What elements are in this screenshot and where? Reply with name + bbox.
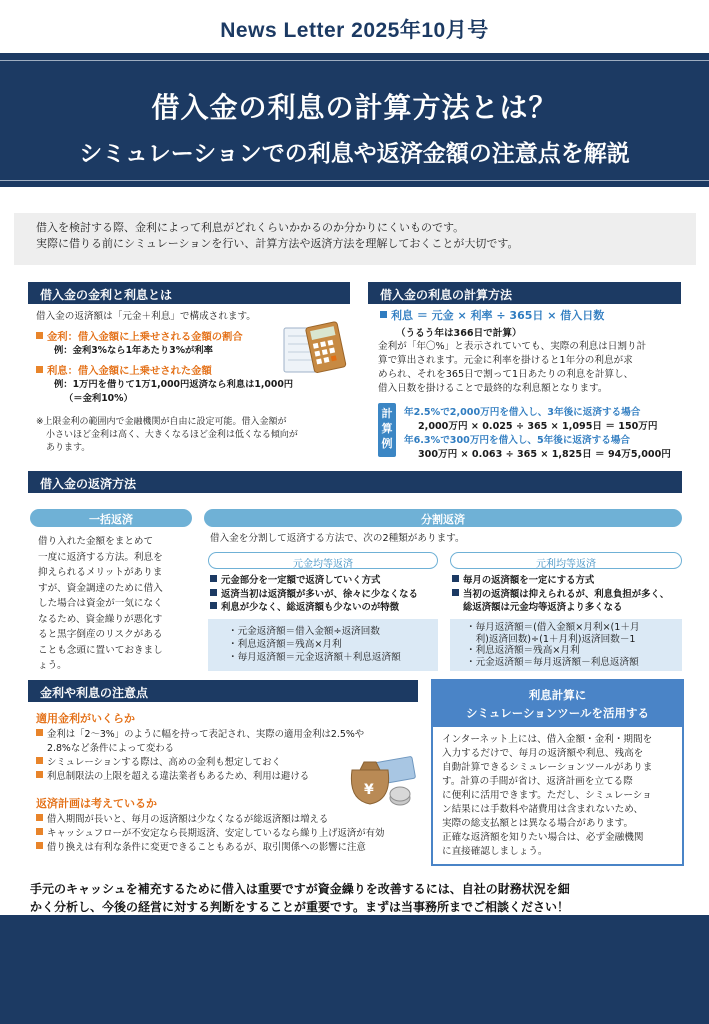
installment-lead: 借入金を分割して返済する方法で、次の2種類があります。 [210,533,465,544]
bullet-square-icon [36,828,43,835]
rate-note-line: あります。 [46,443,91,453]
lump-line: 一度に返済する方法。利息を [38,551,163,563]
caution-sub-heading-1: 適用金利がいくらか [36,712,135,725]
calc-formula-text: 利息 ＝ 元金 × 利率 ÷ 365日 × 借入日数 [391,309,605,322]
caution-point: 利息制限法の上限を超える違法業者もあるため、利用は避ける [47,771,310,782]
calc-example-title: 年2.5%で2,000万円を借入し、3年後に返済する場合 [404,407,641,418]
closing-line: 手元のキャッシュを補充するために借入は重要ですが資金繰りを改善するには、自社の財務状況を細 [30,882,570,896]
calc-desc-line: 借入日数を掛けることで最終的な利息額となります。 [378,383,608,394]
level-payment-formula: ・元金返済額＝毎月返済額－利息返済額 [466,656,639,668]
intro-line: 実際に借りる前にシミュレーションを行い、計算方法や返済方法を理解しておくことが大切です。 [36,237,519,250]
hero-subtitle: シミュレーションでの利息や返済金額の注意点を解説 [79,141,630,167]
bullet-square-icon [36,332,43,339]
bullet-square-icon [210,589,217,596]
rate-note-line: 小さいほど金利は高く、大きくなるほど金利は低くなる傾向が [46,430,298,440]
level-payment-formulas [450,619,682,671]
section-heading-rate: 借入金の金利と利息とは [28,282,350,304]
caution-point: 2.8%など条件によって変わる [47,743,174,754]
rate-lead: 借入金の返済額は「元金＋利息」で構成されます。 [36,311,256,322]
bullet-square-icon [380,311,387,318]
lump-line: ことも念頭に置いておきまし [38,644,163,656]
caution-point: 借入期間が長いと、毎月の返済額は少なくなるが総返済額は増える [47,814,329,825]
lump-sum-label: 一括返済 [30,509,192,527]
level-payment-point: 当初の返済額は抑えられるが、利息負担が多く、 [463,588,670,600]
principal-equal-point: 利息が少なく、総返済額も少ないのが特徴 [221,602,399,613]
lump-line: すが、資金調達のために借入 [38,582,163,594]
tool-heading-line: シミュレーションツールを活用する [465,706,650,720]
rate-note-line: ※上限金利の範囲内で金融機関が自由に設定可能。借入金額が [36,417,287,427]
tool-line: に直接確認しましょう。 [442,846,548,857]
lump-sum-description [38,534,198,674]
principal-equal-formula: ・毎月返済額＝元金返済額＋利息返済額 [228,652,401,663]
interest-item-title: 利息：借入金額に上乗せされた金額 [47,365,212,377]
tool-line: 正確な返済額を知りたい場合は、必ず金融機関 [442,832,644,843]
rate-item-example: 例：金利3%なら1年あたり3%が利率 [54,345,213,356]
principal-equal-point: 元金部分を一定額で返済していく方式 [221,575,381,586]
bullet-square-icon [36,366,43,373]
interest-item-example-2: （＝金利10%） [64,393,133,404]
calc-formula [380,308,680,323]
hero-rule-top [0,60,709,61]
tool-line: ン結果には手数料や諸費用は含まれないため、 [442,804,644,815]
lump-line: した場合は資金が一気になく [38,598,163,609]
caution-point: 借り換えは有利な条件に変更できることもあるが、取引関係への影響に注意 [47,842,366,853]
calc-desc-line: 金利が「年〇%」と表示されていても、実際の利息は日割り計 [378,341,647,352]
intro-line: 借入を検討する際、金利によって利息がどれくらいかかるのか分かりにくいものです。 [36,221,465,234]
level-payment-point: 総返済額は元金均等返済より多くなる [463,602,623,613]
interest-item-example: 例：1万円を借りて1万1,000円返済なら利息は1,000円 [54,379,294,390]
tool-heading-line: 利息計算に [528,688,587,702]
section-heading-repay: 借入金の返済方法 [28,471,682,493]
bullet-square-icon [210,575,217,582]
calc-leap-note: （うるう年は366日で計算） [396,328,522,339]
tool-line: インターネット上には、借入金額・金利・期間を [442,734,653,745]
simulation-tool-body [442,733,676,859]
lump-line: 抑えられるメリットがありま [38,567,163,578]
tool-line: に便利に活用できます。ただし、シミュレーショ [442,790,652,801]
rate-item-title: 金利：借入金額に上乗せされる金額の割合 [47,331,243,343]
principal-equal-label: 元金均等返済 [208,552,438,569]
calc-example-tag: 計算例 [378,403,396,457]
section-heading-caution: 金利や利息の注意点 [28,680,418,702]
level-payment-point: 毎月の返済額を一定にする方式 [463,575,595,586]
money-bag-icon [342,748,418,810]
principal-equal-point: 返済当初は返済額が多いが、徐々に少なくなる [221,588,418,600]
bullet-square-icon [36,729,43,736]
bullet-square-icon [452,575,459,582]
calc-example-result: 2,000万円 × 0.025 ÷ 365 × 1,095日 ＝ 150万円 [418,421,658,432]
simulation-tool-box [431,679,684,866]
bullet-square-icon [36,757,43,764]
level-payment-formula: 利)返済回数)÷(1＋月利)返済回数－1 [466,633,636,645]
hero-rule-bottom [0,180,709,181]
svg-text:¥: ¥ [364,782,374,798]
caution-point: 金利は「2～3%」のように幅を持って表記され、実際の適用金利は2.5%や [47,729,365,740]
lump-line: なるため、資金繰りが悪化す [38,613,163,625]
level-payment-formula: ・利息返済額＝残高×月利 [466,645,580,656]
level-payment-points [452,574,684,615]
principal-equal-formulas [208,619,438,671]
lump-line: 借り入れた金額をまとめて [38,536,154,547]
tool-line: 実際の総支払額とは異なる場合があります。 [442,818,634,829]
bullet-square-icon [36,842,43,849]
calc-examples [404,406,686,462]
lump-line: ょう。 [38,660,67,671]
level-payment-label: 元利均等返済 [450,552,682,569]
bullet-square-icon [36,814,43,821]
caution-point: シミュレーションする際は、高めの金利も想定しておく [47,757,281,768]
calc-desc-line: められ、それを365日で割って1日あたりの利息を計算し、 [378,369,634,380]
calc-desc-line: 算で算出されます。元金に利率を掛けると1年分の利息が求 [378,355,633,366]
footer-band [0,915,709,1024]
intro-box [14,213,696,265]
caution-points-2 [36,813,426,855]
hero-title: 借入金の利息の計算方法とは？ [151,91,558,124]
rate-item-1 [36,330,286,358]
principal-equal-points [210,574,450,615]
calc-example-title: 年6.3%で300万円を借入し、5年後に返済する場合 [404,435,630,446]
bullet-square-icon [36,771,43,778]
calc-example-result: 300万円 × 0.063 ÷ 365 × 1,825日 ＝ 94万5,000円 [418,449,671,460]
level-payment-formula: ・毎月返済額＝(借入金額×月利×(1＋月 [466,622,640,633]
rate-note [36,416,356,455]
tool-line: 入力するだけで、毎月の返済額や利息、残高を [442,748,644,759]
section-heading-calc: 借入金の利息の計算方法 [368,282,681,304]
lump-line: ると黒字倒産のリスクがある [38,629,163,640]
tool-line: 自動計算できるシミュレーションツールがありま [442,762,653,773]
closing-line: かく分析し、今後の経営に対する判断をすることが重要です。まずは当事務所までご相談ください！ [30,900,570,914]
caution-point: キャッシュフローが不安定なら長期返済、安定しているなら繰り上げ返済が有効 [47,828,385,839]
bullet-square-icon [210,602,217,609]
bullet-square-icon [452,589,459,596]
calc-description [378,340,684,396]
tool-line: す。計算の手間が省け、返済計画を立てる際 [442,776,633,787]
newsletter-title: News Letter 2025年10月号 [220,19,489,42]
closing-message [30,880,690,916]
caution-sub-heading-2: 返済計画は考えているか [36,797,157,810]
principal-equal-formula: ・元金返済額＝借入金額÷返済回数 [228,626,380,637]
calculator-icon [282,318,348,376]
simulation-tool-heading [433,681,682,727]
principal-equal-formula: ・利息返済額＝残高×月利 [228,639,342,650]
installment-label: 分割返済 [204,509,682,527]
